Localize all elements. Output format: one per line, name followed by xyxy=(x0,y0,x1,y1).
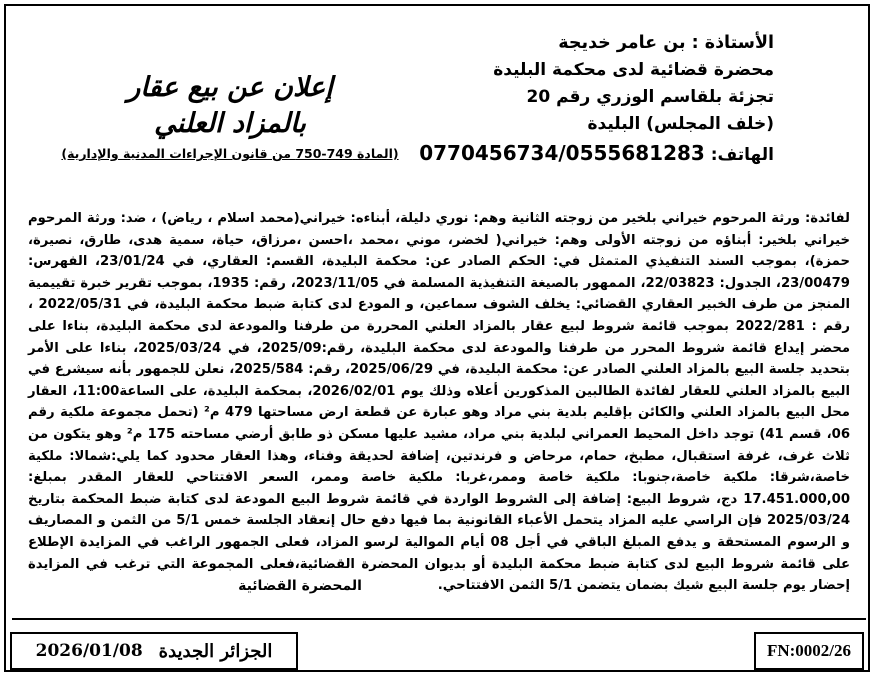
signoff: المحضرة القضائية xyxy=(238,578,362,594)
file-number: FN:0002/26 xyxy=(766,641,852,660)
publication-date: 2026/01/08 xyxy=(35,641,143,661)
title-line-1: إعلان عن بيع عقار xyxy=(127,72,333,103)
title-line-2: بالمزاد العلني xyxy=(154,108,306,139)
phone-row xyxy=(394,138,774,170)
legal-reference: (المادة 749-750 من قانون الإجراءات المدنية والإدارية) xyxy=(61,146,399,161)
bailiff-header xyxy=(394,30,774,170)
announcement-title xyxy=(60,70,400,162)
address-line-2: (خلف المجلس) البليدة xyxy=(587,114,774,134)
body-paragraph: لفائدة: ورثة المرحوم خيراني بلخير من زوجته الثانية وهم: نوري دليلة، أبناءه: خيراني(محمد اسلام ، رياض) ، ضد: ورثة المرحوم خيراني بلخير: أبناؤه من زوجته الأولى وهم: خيراني( لخضر، موني ،محمد ،احسن ،مرزاق، حياة، سمية هدى، طارق، نصيرة، حمزة)، بموجب السند التنفيذي المتمثل في: الحكم الصادر عن: محكمة البليدة، القسم: العقاري، في 23/01/24، الفهرس: 23/00479، الجدول: 22/03823، الممهور بالصيغة التنفيذية المسلمة في 2023/11/05، رقم: 1935، بموجب تقرير خبرة تقييمية المنجز من طرف الخبير العقاري القضائي: يخلف الشوف سماعين، و المودع لدى كتابة ضبط محكمة البليدة، في 2022/05/31 ، رقم : 2022/281 بموجب قائمة شروط لبيع عقار بالمزاد العلني المحررة من طرفنا والمودعة لدى محكمة البليدة، بناءا على محضر إيداع قائمة شروط المحرر من طرفنا والمودعة لدى محكمة البليدة، رقم:2025/09، في 2025/03/24، بناءا على الأمر بتحديد جلسة البيع بالمزاد العلني الصادر عن: محكمة البليدة، في 2025/06/29، رقم: 2025/584، نعلن للجمهور بأنه سيشرع في البيع بالمزاد العلني للعقار لفائدة الطالبين المذكورين أعلاه وذلك يوم 2026/02/01، بمحكمة البليدة، على الساعة11:00، العقار محل البيع بالمزاد العلني والكائن بإقليم بلدية بني مراد وهو عبارة عن قطعة ارض مساحتها 479 م² (تحمل مجموعة ملكية رقم 06، قسم 41) توجد داخل المحيط العمراني لبلدية بني مراد، مشيد عليها مسكن ذو طابق أرضي مساحته 175 م² وهو يتكون من ثلاث غرف، غرفة استقبال، مطبخ، حمام، مرحاض و فرندتين، إضافة لحديقة وفناء، وهذا العقار محدود كما يلي:شمالا: ملكية خاصة،شرقا: ملكية خاصة،جنوبا: ملكية خاصة وممر،غربا: ملكية خاصة وممر، السعر الافتتاحي للعقار المقدر بمبلغ: 17.451.000,00 دج، شروط البيع: إضافة إلى الشروط الواردة في قائمة شروط البيع المودعة لدى كتابة ضبط المحكمة بتاريخ 2025/03/24 فإن الراسي عليه المزاد يتحمل الأعباء القانونية بما فيها دفع حال إنعقاد الجلسة خمس 5/1 من الثمن و المصاريف و الرسوم المستحقة و يدفع المبلغ الباقي في أجل 08 أيام الموالية لرسو المزاد، فعلى الجمهور الراغب في المزايدة الإطلاع على قائمة شروط البيع لدى كتابة ضبط محكمة البليدة أو بديوان المحضرة القضائية،فعلى المجموعة التي ترغب في المزايدة إحضار يوم جلسة البيع شيك بضمان يتضمن 5/1 الثمن الافتتاحي. xyxy=(28,211,850,594)
phone-label: الهاتف: xyxy=(710,145,774,165)
address-line-1: تجزئة بلقاسم الوزري رقم 20 xyxy=(526,87,774,107)
announcement-body xyxy=(28,208,850,597)
footer-divider xyxy=(12,618,866,620)
file-number-box xyxy=(754,632,864,670)
newspaper-name: الجزائر الجديدة xyxy=(158,640,273,662)
phone-number: 0770456734/0555681283 xyxy=(419,141,705,165)
bailiff-office: محضرة قضائية لدى محكمة البليدة xyxy=(493,60,774,80)
publication-box xyxy=(10,632,298,670)
bailiff-name: الأستاذة : بن عامر خديجة xyxy=(558,33,774,53)
